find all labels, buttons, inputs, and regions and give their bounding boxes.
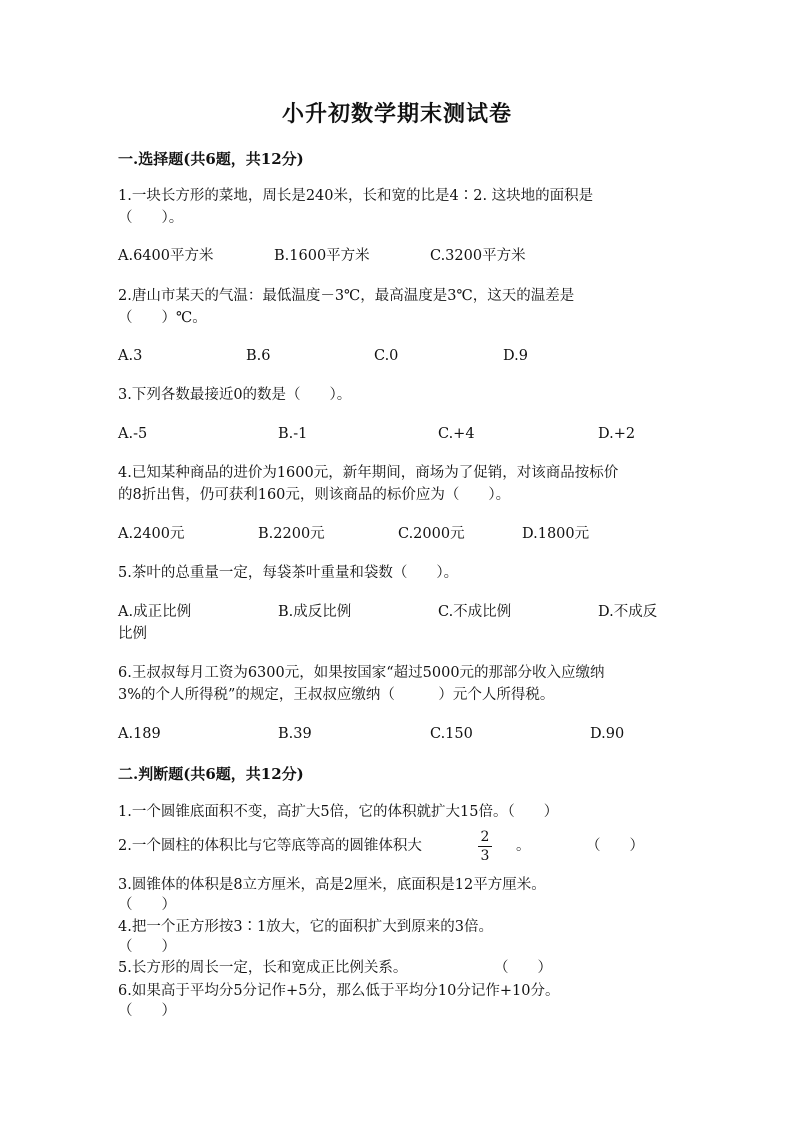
option-d: D.1800元 [522, 526, 590, 542]
option-c: C.3200平方米 [430, 248, 526, 264]
option-a: A.3 [118, 348, 143, 364]
option-b: B.6 [246, 348, 271, 364]
option-a: A.189 [118, 726, 161, 742]
fraction-bar [478, 846, 492, 847]
option-b: B.-1 [278, 426, 308, 442]
question-4 [118, 462, 678, 506]
question-text-cont: 3%的个人所得税”的规定，王叔叔应缴纳（ ）元个人所得税。 [118, 687, 555, 703]
question-text: 6.王叔叔每月工资为6300元，如果按国家“超过5000元的那部分收入应缴纳 [118, 665, 605, 681]
judgement-4-paren: （ ） [118, 939, 176, 955]
fraction-denominator: 3 [480, 848, 490, 864]
fraction-two-thirds [478, 829, 492, 864]
section-heading-judgement: 二.判断题(共6题，共12分) [118, 765, 304, 783]
judgement-4: 4.把一个正方形按3∶1放大，它的面积扩大到原来的3倍。 [118, 919, 494, 935]
option-c: C.2000元 [398, 526, 465, 542]
question-text: 4.已知某种商品的进价为1600元，新年期间，商场为了促销，对该商品按标价 [118, 465, 619, 481]
option-c: C.不成比例 [438, 604, 512, 620]
option-d-wrap: 比例 [118, 626, 147, 642]
judgement-5: 5.长方形的周长一定，长和宽成正比例关系。 [118, 960, 408, 976]
question-text: 3.下列各数最接近0的数是（ ）。 [118, 387, 352, 403]
question-text-cont: （ ）℃。 [118, 310, 207, 326]
fraction-numerator: 2 [480, 829, 490, 845]
option-b: B.2200元 [258, 526, 325, 542]
option-a: A.成正比例 [118, 604, 192, 620]
judgement-6: 6.如果高于平均分5分记作+5分，那么低于平均分10分记作+10分。 [118, 983, 560, 999]
judgement-2-tail: 。 [516, 838, 531, 854]
option-d: D.不成反 [598, 604, 658, 620]
question-text-cont: 的8折出售，仍可获利160元，则该商品的标价应为（ ）。 [118, 487, 511, 503]
judgement-2-paren: （ ） [586, 838, 644, 854]
question-5 [118, 562, 678, 584]
option-b: B.成反比例 [278, 604, 352, 620]
question-text: 2.唐山市某天的气温：最低温度－3℃，最高温度是3℃，这天的温差是 [118, 288, 575, 304]
question-text: 1.一块长方形的菜地，周长是240米，长和宽的比是4∶2. 这块地的面积是 [118, 188, 594, 204]
question-text-cont: （ ）。 [118, 210, 184, 226]
question-text: 5.茶叶的总重量一定，每袋茶叶重量和袋数（ ）。 [118, 565, 459, 581]
judgement-3: 3.圆锥体的体积是8立方厘米，高是2厘米，底面积是12平方厘米。 [118, 877, 546, 893]
judgement-1: 1.一个圆锥底面积不变，高扩大5倍，它的体积就扩大15倍。（ ） [118, 804, 559, 820]
judgement-3-paren: （ ） [118, 897, 176, 913]
question-1 [118, 185, 678, 229]
option-d: D.9 [503, 348, 528, 364]
option-c: C.150 [430, 726, 473, 742]
question-3 [118, 384, 678, 406]
option-c: C.+4 [438, 426, 475, 442]
judgement-5-paren: （ ） [494, 960, 552, 976]
option-a: A.-5 [118, 426, 148, 442]
question-6 [118, 662, 678, 706]
judgement-2: 2.一个圆柱的体积比与它等底等高的圆锥体积大 [118, 838, 422, 854]
option-c: C.0 [374, 348, 399, 364]
option-b: B.39 [278, 726, 312, 742]
judgement-6-paren: （ ） [118, 1003, 176, 1019]
option-a: A.6400平方米 [118, 248, 214, 264]
section-heading-choice: 一.选择题(共6题，共12分) [118, 150, 304, 168]
option-b: B.1600平方米 [274, 248, 370, 264]
option-d: D.90 [590, 726, 625, 742]
option-d: D.+2 [598, 426, 636, 442]
option-a: A.2400元 [118, 526, 185, 542]
page-title: 小升初数学期末测试卷 [281, 101, 512, 127]
question-2 [118, 285, 678, 329]
